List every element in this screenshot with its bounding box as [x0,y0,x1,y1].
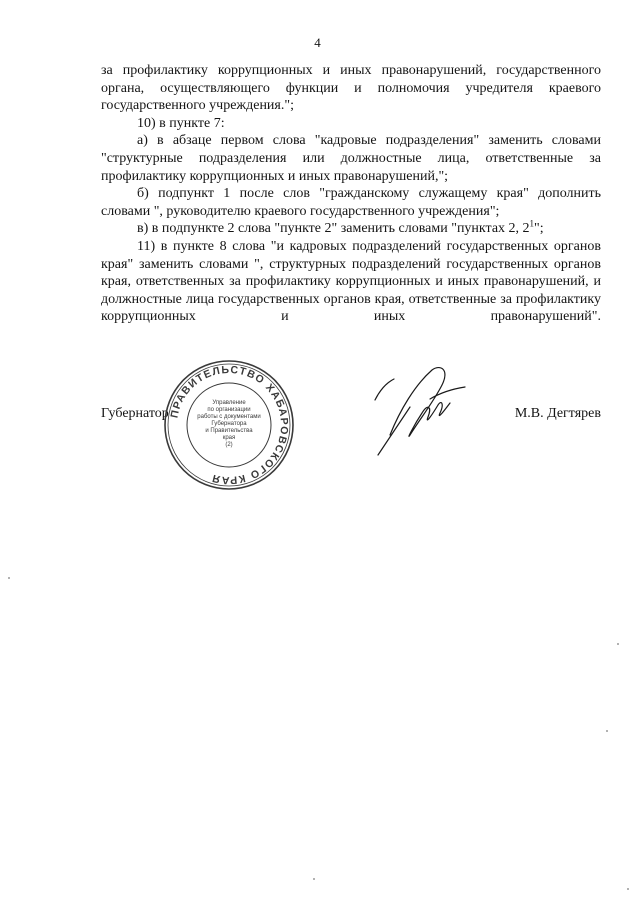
stamp-line: (2) [225,442,233,448]
stamp-line: края [222,435,236,441]
scan-speck [606,730,608,732]
paragraph-item-10a: а) в абзаце первом слова "кадровые подразделения" заменить словами "структурные подразделения или должностные лица, ответственные за профилактику коррупционных и иных правонарушений,"; [101,133,601,184]
stamp-line: Губернатора [211,421,247,427]
paragraph-continuation: за профилактику коррупционных и иных правонарушений, государственного органа, осуществляющего функции и полномочия учредителя краевого государственного учреждения."; [101,63,601,114]
stamp-line: работы с документами [197,414,261,420]
paragraph-item-11: 11) в пункте 8 слова "и кадровых подразделений государственных органов края" заменить словами ", структурных подразделений государственных органов края, ответственных за профилактику коррупционных и иных правонарушений, и должностные лица государственных органов края, ответственные за профилактику коррупционных и иных правонарушений". [101,238,601,325]
document-body [101,62,601,326]
scan-speck [617,643,619,645]
paragraph-item-10v-end: "; [534,221,544,237]
scan-speck [8,577,10,579]
superscript: 1 [529,218,535,229]
stamp-line: по организации [207,407,251,413]
handwritten-signature [370,355,480,460]
stamp-line: Управление [212,400,246,406]
paragraph-item-10v [101,220,601,238]
scan-speck [627,888,629,890]
paragraph-item-10b: б) подпункт 1 после слов "гражданскому служащему края" дополнить словами ", руководителю краевого государственного учреждения"; [101,186,601,219]
scan-speck [313,878,315,880]
paragraph-item-10v-text: в) в подпункте 2 слова "пункте 2" заменить словами "пунктах 2, 2 [137,221,530,237]
stamp-ring-text: ПРАВИТЕЛЬСТВО ХАБАРОВСКОГО КРАЯ [168,363,291,487]
official-stamp [162,358,296,492]
stamp-line: и Правительства [205,428,253,434]
signatory-title: Губернатор [101,406,169,421]
signatory-name: М.В. Дегтярев [514,406,601,421]
page-number: 4 [314,35,321,50]
paragraph-item-10: 10) в пункте 7: [137,115,225,131]
